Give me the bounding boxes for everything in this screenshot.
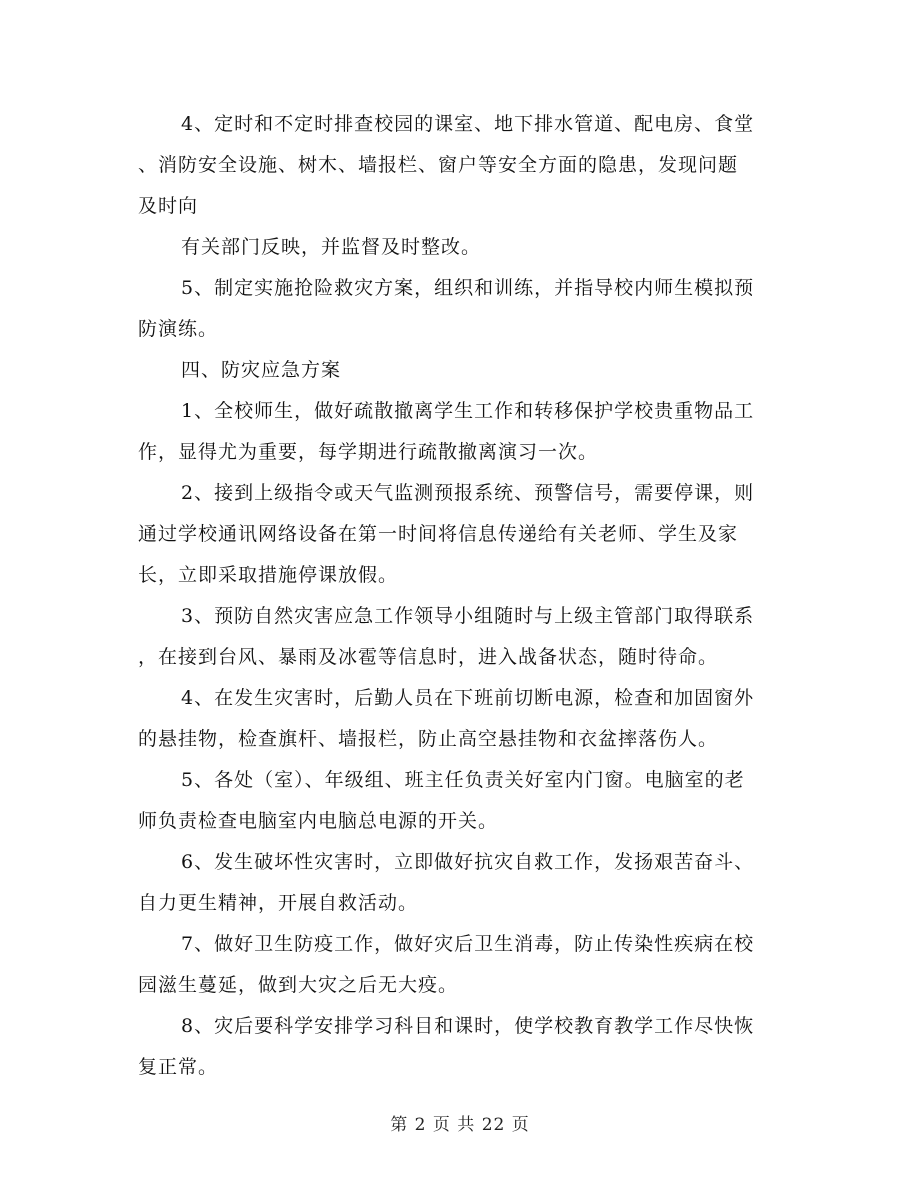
paragraph-line: 长，立即采取措施停课放假。 — [138, 564, 399, 586]
heading-line: 四、防灾应急方案 — [181, 359, 342, 381]
paragraph-8 — [138, 678, 798, 760]
paragraph-line: 4、定时和不定时排查校园的课室、地下排水管道、配电房、食堂 — [181, 113, 755, 135]
paragraph-line: 6、发生破坏性灾害时，立即做好抗灾自救工作，发扬艰苦奋斗、 — [181, 851, 755, 873]
paragraph-line: 有关部门反映，并监督及时整改。 — [181, 236, 482, 258]
paragraph-line: 的悬挂物，检查旗杆、墙报栏，防止高空悬挂物和衣盆摔落伤人。 — [138, 728, 719, 750]
paragraph-7 — [138, 596, 798, 678]
paragraph-2 — [138, 227, 798, 268]
paragraph-line: 5、制定实施抢险救灾方案，组织和训练，并指导校内师生模拟预 — [181, 277, 755, 299]
paragraph-5 — [138, 391, 798, 473]
paragraph-line: 4、在发生灾害时，后勤人员在下班前切断电源，检查和加固窗外 — [181, 687, 755, 709]
paragraph-line: 、消防安全设施、树木、墙报栏、窗户等安全方面的隐患，发现问题 — [138, 154, 739, 176]
paragraph-line: 通过学校通讯网络设备在第一时间将信息传递给有关老师、学生及家 — [138, 523, 739, 545]
paragraph-line: 2、接到上级指令或天气监测预报系统、预警信号，需要停课，则 — [181, 482, 755, 504]
paragraph-10 — [138, 842, 798, 924]
page-number-footer: 第 2 页 共 22 页 — [390, 1115, 530, 1135]
paragraph-line: 师负责检查电脑室内电脑总电源的开关。 — [138, 810, 499, 832]
paragraph-line: 作，显得尤为重要，每学期进行疏散撤离演习一次。 — [138, 441, 599, 463]
paragraph-9 — [138, 760, 798, 842]
paragraph-line: 8、灾后要科学安排学习科目和课时，使学校教育教学工作尽快恢 — [181, 1015, 755, 1037]
paragraph-line: 5、各处（室）、年级组、班主任负责关好室内门窗。电脑室的老 — [181, 769, 745, 791]
paragraph-line: 园滋生蔓延，做到大灾之后无大疫。 — [138, 974, 459, 996]
paragraph-line: 自力更生精神，开展自救活动。 — [138, 892, 419, 914]
section-heading — [138, 350, 798, 391]
paragraph-line: ，在接到台风、暴雨及冰雹等信息时，进入战备状态，随时待命。 — [138, 646, 719, 668]
paragraph-line: 1、全校师生，做好疏散撤离学生工作和转移保护学校贵重物品工 — [181, 400, 755, 422]
paragraph-1 — [138, 104, 798, 227]
paragraph-line: 防演练。 — [138, 318, 219, 340]
paragraph-line: 7、做好卫生防疫工作，做好灾后卫生消毒，防止传染性疾病在校 — [181, 933, 755, 955]
paragraph-3 — [138, 268, 798, 350]
paragraph-12 — [138, 1006, 798, 1088]
document-body — [138, 104, 798, 1088]
paragraph-line: 复正常。 — [138, 1056, 219, 1078]
paragraph-line: 3、预防自然灾害应急工作领导小组随时与上级主管部门取得联系 — [181, 605, 755, 627]
paragraph-11 — [138, 924, 798, 1006]
paragraph-6 — [138, 473, 798, 596]
paragraph-line: 及时向 — [138, 195, 199, 217]
